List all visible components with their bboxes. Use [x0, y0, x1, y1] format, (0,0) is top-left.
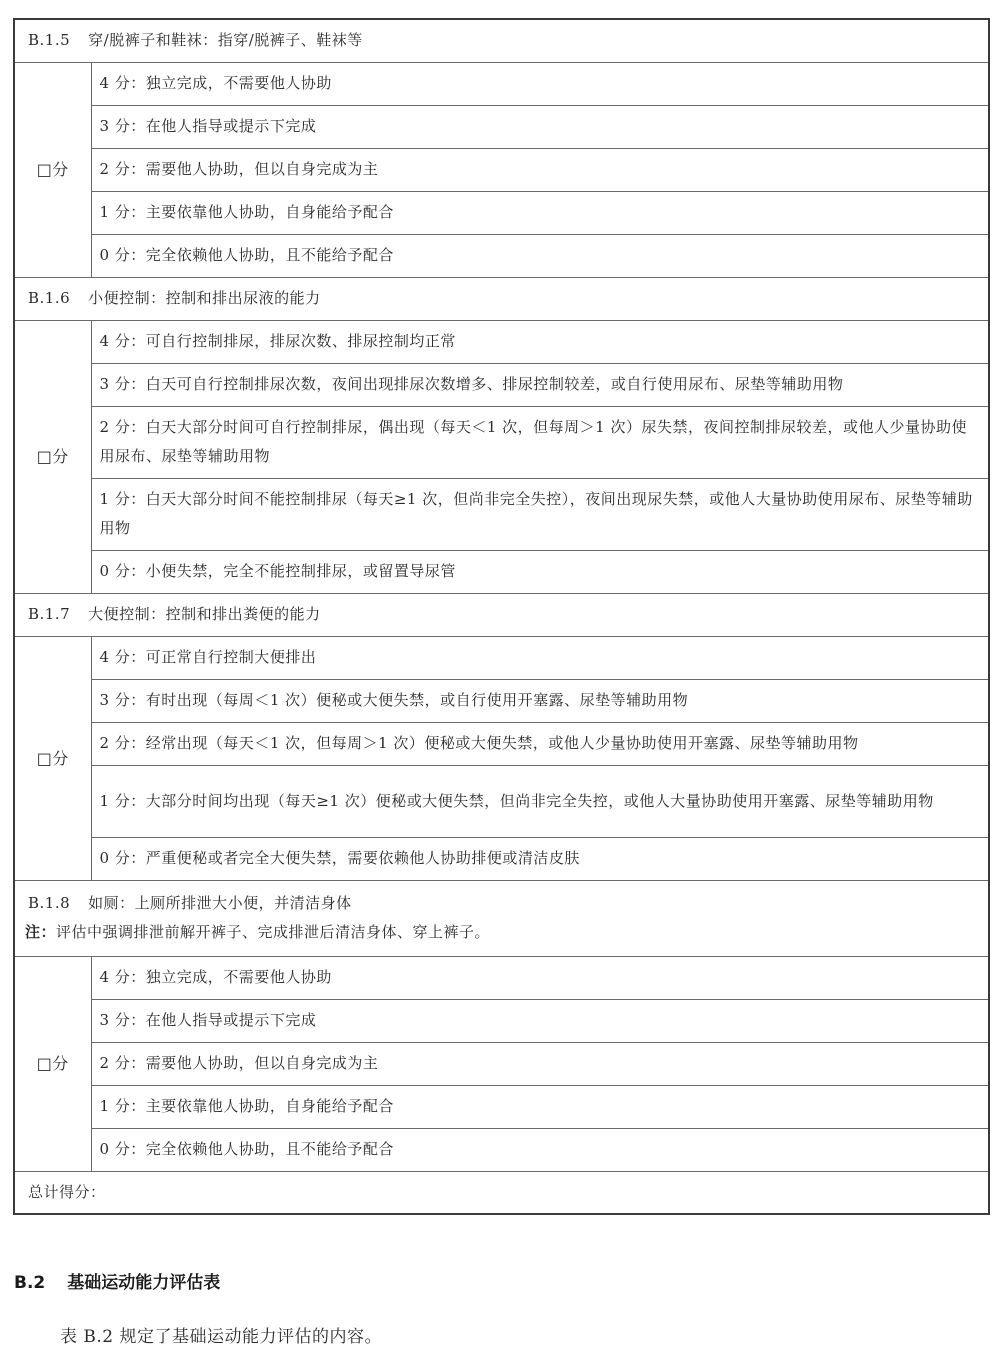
option-text: 2 分：经常出现（每天＜1 次，但每周＞1 次）便秘或大便失禁，或他人少量协助使用开塞露、尿垫等辅助用物 — [91, 722, 989, 765]
option-text: 2 分：白天大部分时间可自行控制排尿，偶出现（每天＜1 次，但每周＞1 次）尿失禁，夜间控制排尿较差，或他人少量协助使用尿布、尿垫等辅助用物 — [91, 406, 989, 478]
option-text: 0 分：完全依赖他人协助，且不能给予配合 — [91, 1128, 989, 1171]
section-header — [14, 880, 989, 956]
next-section-title: 基础运动能力评估表 — [67, 1273, 221, 1293]
option-text: 4 分：独立完成，不需要他人协助 — [91, 62, 989, 105]
option-row — [14, 956, 989, 999]
section-header-row — [14, 19, 989, 62]
option-row — [14, 62, 989, 105]
score-checkbox[interactable]: □分 — [14, 636, 91, 880]
option-text: 3 分：在他人指导或提示下完成 — [91, 105, 989, 148]
note-label: 注： — [25, 923, 57, 941]
score-checkbox[interactable]: □分 — [14, 320, 91, 593]
option-text: 2 分：需要他人协助，但以自身完成为主 — [91, 148, 989, 191]
total-row — [14, 1171, 989, 1214]
option-text: 4 分：独立完成，不需要他人协助 — [91, 956, 989, 999]
option-text: 0 分：严重便秘或者完全大便失禁，需要依赖他人协助排便或清洁皮肤 — [91, 837, 989, 880]
section-code: B.1.6 — [28, 289, 71, 307]
option-text: 4 分：可正常自行控制大便排出 — [91, 636, 989, 679]
option-row — [14, 1042, 989, 1085]
next-section-heading — [14, 1268, 220, 1293]
option-row — [14, 550, 989, 593]
option-row — [14, 406, 989, 478]
section-header — [14, 593, 989, 636]
section-code: B.1.7 — [28, 605, 71, 623]
section-title: 小便控制：控制和排出尿液的能力 — [88, 289, 321, 307]
option-row — [14, 478, 989, 550]
intro-paragraph: 表 B.2 规定了基础运动能力评估的内容。 — [60, 1327, 383, 1347]
option-text: 1 分：主要依靠他人协助，自身能给予配合 — [91, 1085, 989, 1128]
next-section-number: B.2 — [14, 1273, 46, 1293]
option-text: 3 分：在他人指导或提示下完成 — [91, 999, 989, 1042]
option-text: 3 分：白天可自行控制排尿次数，夜间出现排尿次数增多、排尿控制较差，或自行使用尿布、尿垫等辅助用物 — [91, 363, 989, 406]
score-checkbox[interactable]: □分 — [14, 956, 91, 1171]
option-text: 3 分：有时出现（每周＜1 次）便秘或大便失禁，或自行使用开塞露、尿垫等辅助用物 — [91, 679, 989, 722]
section-title: 大便控制：控制和排出粪便的能力 — [88, 605, 321, 623]
option-row — [14, 636, 989, 679]
option-text: 1 分：主要依靠他人协助，自身能给予配合 — [91, 191, 989, 234]
section-code: B.1.5 — [28, 31, 71, 50]
option-row — [14, 234, 989, 277]
option-row — [14, 1128, 989, 1171]
option-row — [14, 363, 989, 406]
option-row — [14, 837, 989, 880]
option-row — [14, 765, 989, 837]
section-code: B.1.8 — [28, 894, 71, 912]
score-checkbox[interactable]: □分 — [14, 62, 91, 277]
option-row — [14, 148, 989, 191]
option-text: 0 分：小便失禁，完全不能控制排尿，或留置导尿管 — [91, 550, 989, 593]
option-text: 2 分：需要他人协助，但以自身完成为主 — [91, 1042, 989, 1085]
option-text: 1 分：大部分时间均出现（每天≥1 次）便秘或大便失禁，但尚非完全失控，或他人大量协助使用开塞露、尿垫等辅助用物 — [91, 765, 989, 837]
section-title: 如厕：上厕所排泄大小便，并清洁身体 — [88, 894, 352, 912]
option-row — [14, 320, 989, 363]
option-text: 0 分：完全依赖他人协助，且不能给予配合 — [91, 234, 989, 277]
assessment-table — [13, 18, 990, 1215]
total-score[interactable]: 总计得分： — [14, 1171, 989, 1214]
section-header-row — [14, 593, 989, 636]
option-row — [14, 679, 989, 722]
option-row — [14, 191, 989, 234]
note-text: 评估中强调排泄前解开裤子、完成排泄后清洁身体、穿上裤子。 — [56, 923, 491, 941]
section-header — [14, 277, 989, 320]
option-row — [14, 999, 989, 1042]
section-header-row — [14, 880, 989, 956]
option-row — [14, 722, 989, 765]
option-text: 4 分：可自行控制排尿，排尿次数、排尿控制均正常 — [91, 320, 989, 363]
section-title: 穿/脱裤子和鞋袜：指穿/脱裤子、鞋袜等 — [88, 31, 363, 50]
option-row — [14, 1085, 989, 1128]
section-header-row — [14, 277, 989, 320]
section-header — [14, 19, 989, 62]
option-text: 1 分：白天大部分时间不能控制排尿（每天≥1 次，但尚非完全失控），夜间出现尿失禁，或他人大量协助使用尿布、尿垫等辅助用物 — [91, 478, 989, 550]
option-row — [14, 105, 989, 148]
